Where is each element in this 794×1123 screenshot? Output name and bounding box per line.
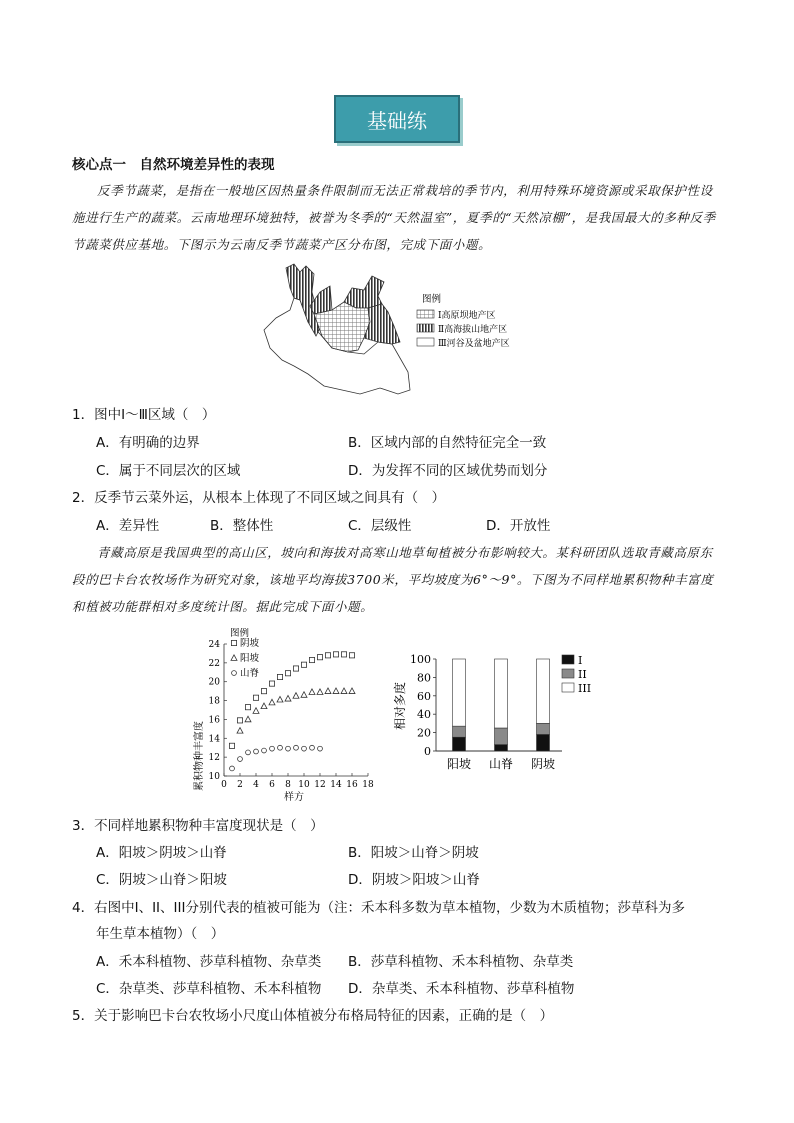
bar-category-label: 阴坡 <box>530 757 556 771</box>
scatter-point-circle <box>238 757 243 762</box>
scatter-y-tick-label: 12 <box>208 753 220 764</box>
scatter-point-square <box>293 666 298 671</box>
bar-segment-II <box>453 726 466 737</box>
bar-y-label: 相对多度 <box>393 681 407 731</box>
bar-segment-II <box>495 728 508 745</box>
q2-option-d[interactable]: D．开放性 <box>486 518 551 534</box>
bar-legend-swatch <box>562 683 574 692</box>
scatter-point-square <box>309 657 314 662</box>
scatter-point-square <box>285 671 290 676</box>
question-5-stem: 5．关于影响巴卡台农牧场小尺度山体植被分布格局特征的因素，正确的是（ ） <box>72 1008 554 1024</box>
passage-2: 青藏高原是我国典型的高山区，坡向和海拔对高寒山地草甸植被分布影响较大。某科研团队选取青藏高原东段的巴卡台农牧场作为研究对象，该地平均海拔3700米，平均坡度为6°～9°。下图为不同样地累积物种丰富度和植被功能群相对多度统计图。据此完成下面小题。 <box>72 545 714 614</box>
scatter-x-tick-label: 4 <box>253 780 259 790</box>
scatter-point-triangle <box>277 696 283 702</box>
scatter-x-tick-label: 18 <box>362 780 374 790</box>
scatter-y-tick-label: 24 <box>208 640 220 650</box>
q3-option-b[interactable]: B．阳坡＞山脊＞阴坡 <box>348 845 479 861</box>
scatter-point-circle <box>286 746 291 751</box>
scatter-point-square <box>229 743 234 748</box>
scatter-point-circle <box>254 749 259 754</box>
bar-category-label: 阳坡 <box>446 757 472 771</box>
scatter-point-triangle <box>349 688 355 694</box>
scatter-point-square <box>317 655 322 660</box>
scatter-point-triangle <box>237 728 243 734</box>
stacked-bar-chart <box>392 653 591 771</box>
scatter-legend-marker <box>231 655 237 661</box>
scatter-legend-title: 图例 <box>230 628 250 639</box>
bar-y-tick-label: 40 <box>417 708 431 722</box>
bar-legend-label: II <box>578 668 587 681</box>
q1-option-d[interactable]: D．为发挥不同的区域优势而划分 <box>348 463 548 479</box>
legend-swatch-iii <box>417 338 434 346</box>
q2-option-c[interactable]: C．层级性 <box>348 518 412 534</box>
bar-segment-III <box>537 659 550 723</box>
q2-option-a[interactable]: A．差异性 <box>96 518 160 534</box>
q3-option-d[interactable]: D．阴坡＞阳坡＞山脊 <box>348 872 480 888</box>
bar-legend-label: III <box>578 682 592 695</box>
scatter-point-square <box>269 681 274 686</box>
scatter-point-triangle <box>253 708 259 714</box>
bar-y-tick-label: 20 <box>417 726 431 740</box>
legend-swatch-ii <box>417 324 434 332</box>
q3-option-a[interactable]: A．阳坡＞阴坡＞山脊 <box>96 845 227 861</box>
section-title: 核心点一 自然环境差异性的表现 <box>72 157 275 173</box>
map-legend-item-ii: Ⅱ高海拔山地产区 <box>438 325 508 335</box>
scatter-point-circle <box>246 750 251 755</box>
region-ii-north <box>344 276 384 308</box>
scatter-point-square <box>301 662 306 667</box>
scatter-point-triangle <box>341 688 347 694</box>
scatter-y-tick-label: 10 <box>208 772 220 782</box>
bar-segment-III <box>453 659 466 726</box>
bar-y-tick-label: 100 <box>410 653 431 666</box>
scatter-x-tick-label: 0 <box>221 780 227 790</box>
scatter-x-tick-label: 2 <box>237 780 243 790</box>
scatter-legend-marker <box>231 640 236 645</box>
bar-category-label: 山脊 <box>488 757 514 771</box>
scatter-point-square <box>253 695 258 700</box>
bar-segment-I <box>495 745 508 751</box>
scatter-y-tick-label: 18 <box>208 696 220 707</box>
scatter-point-square <box>349 653 354 658</box>
q1-option-b[interactable]: B．区域内部的自然特征完全一致 <box>348 435 547 451</box>
bar-segment-I <box>453 737 466 751</box>
q4-option-c[interactable]: C．杂草类、莎草科植物、禾本科植物 <box>96 981 322 997</box>
scatter-point-square <box>333 652 338 657</box>
question-2-stem: 2．反季节云菜外运，从根本上体现了不同区域之间具有（ ） <box>72 490 446 506</box>
scatter-chart <box>192 628 374 803</box>
q3-option-c[interactable]: C．阴坡＞山脊＞阳坡 <box>96 872 227 888</box>
q1-option-c[interactable]: C．属于不同层次的区域 <box>96 463 241 479</box>
yunnan-map <box>260 262 550 400</box>
scatter-x-tick-label: 12 <box>314 780 326 790</box>
scatter-point-square <box>325 653 330 658</box>
scatter-legend-label: 山脊 <box>240 668 260 679</box>
bar-y-tick-label: 60 <box>417 689 431 703</box>
bar-segment-I <box>537 734 550 751</box>
bar-y-tick-label: 0 <box>424 745 431 758</box>
scatter-point-triangle <box>285 695 291 701</box>
scatter-point-square <box>245 705 250 710</box>
bar-legend-label: I <box>578 654 583 667</box>
scatter-point-triangle <box>317 689 323 695</box>
scatter-y-tick-label: 22 <box>208 658 220 669</box>
scatter-x-label: 样方 <box>284 792 304 803</box>
scatter-x-tick-label: 8 <box>285 780 291 790</box>
bar-segment-III <box>495 659 508 728</box>
map-legend-title: 图例 <box>422 294 442 305</box>
scatter-point-square <box>277 674 282 679</box>
scatter-point-circle <box>294 745 299 750</box>
scatter-point-circle <box>318 746 323 751</box>
scatter-point-square <box>237 718 242 723</box>
q1-option-a[interactable]: A．有明确的边界 <box>96 435 200 451</box>
scatter-point-circle <box>278 745 283 750</box>
passage-1: 反季节蔬菜，是指在一般地区因热量条件限制而无法正常栽培的季节内，利用特殊环境资源或采取保护性设施进行生产的蔬菜。云南地理环境独特，被誉为冬季的“天然温室”，夏季的“天然凉棚”，是我国最大的多种反季节蔬菜供应基地。下图示为云南反季节蔬菜产区分布图，完成下面小题。 <box>72 183 716 252</box>
question-4-stem-line-2: 年生草本植物）（ ） <box>96 926 225 942</box>
legend-swatch-i <box>417 310 434 318</box>
question-3-stem: 3．不同样地累积物种丰富度现状是（ ） <box>72 818 324 834</box>
scatter-point-circle <box>302 746 307 751</box>
bar-legend-swatch <box>562 655 574 664</box>
scatter-point-triangle <box>309 689 315 695</box>
region-ii-east <box>364 304 400 344</box>
scatter-point-square <box>261 689 266 694</box>
q4-option-b[interactable]: B．莎草科植物、禾本科植物、杂草类 <box>348 954 574 970</box>
scatter-point-circle <box>230 766 235 771</box>
bar-segment-II <box>537 723 550 734</box>
scatter-y-tick-label: 16 <box>208 715 220 726</box>
figures <box>190 628 610 808</box>
map-legend-item-i: Ⅰ高原坝地产区 <box>438 311 496 321</box>
bar-y-tick-label: 80 <box>417 671 431 685</box>
scatter-point-square <box>341 652 346 657</box>
scatter-point-circle <box>262 748 267 753</box>
map-legend-item-iii: Ⅲ河谷及盆地产区 <box>438 339 510 349</box>
scatter-y-tick-label: 14 <box>208 734 220 745</box>
scatter-y-tick-label: 20 <box>208 677 220 688</box>
scatter-y-label: 累积物种丰富度 <box>194 721 205 791</box>
question-1-stem: 1．图中Ⅰ～Ⅲ区域（ ） <box>72 407 216 423</box>
scatter-x-tick-label: 14 <box>330 780 342 790</box>
q2-option-b[interactable]: B．整体性 <box>210 518 274 534</box>
scatter-point-triangle <box>301 692 307 698</box>
scatter-legend-label: 阴坡 <box>240 638 260 649</box>
scatter-point-triangle <box>333 688 339 694</box>
scatter-legend-label: 阳坡 <box>240 653 260 664</box>
q4-option-a[interactable]: A．禾本科植物、莎草科植物、杂草类 <box>96 954 322 970</box>
scatter-point-triangle <box>269 699 275 705</box>
q4-option-d[interactable]: D．杂草类、禾本科植物、莎草科植物 <box>348 981 575 997</box>
scatter-point-triangle <box>325 688 331 694</box>
bar-legend-swatch <box>562 669 574 678</box>
scatter-point-triangle <box>261 703 267 709</box>
scatter-x-tick-label: 6 <box>269 780 275 790</box>
section-badge: 基础练 <box>334 95 460 143</box>
question-4-stem-line-1: 4．右图中I、II、III分别代表的植被可能为（注：禾本科多数为草本植物，少数为木质植物；莎草科为多 <box>72 900 685 916</box>
scatter-point-circle <box>270 746 275 751</box>
scatter-x-tick-label: 16 <box>346 780 358 790</box>
scatter-point-triangle <box>245 716 251 722</box>
scatter-legend-marker <box>232 671 237 676</box>
scatter-point-circle <box>310 745 315 750</box>
scatter-point-triangle <box>293 693 299 699</box>
scatter-x-tick-label: 10 <box>298 780 310 790</box>
